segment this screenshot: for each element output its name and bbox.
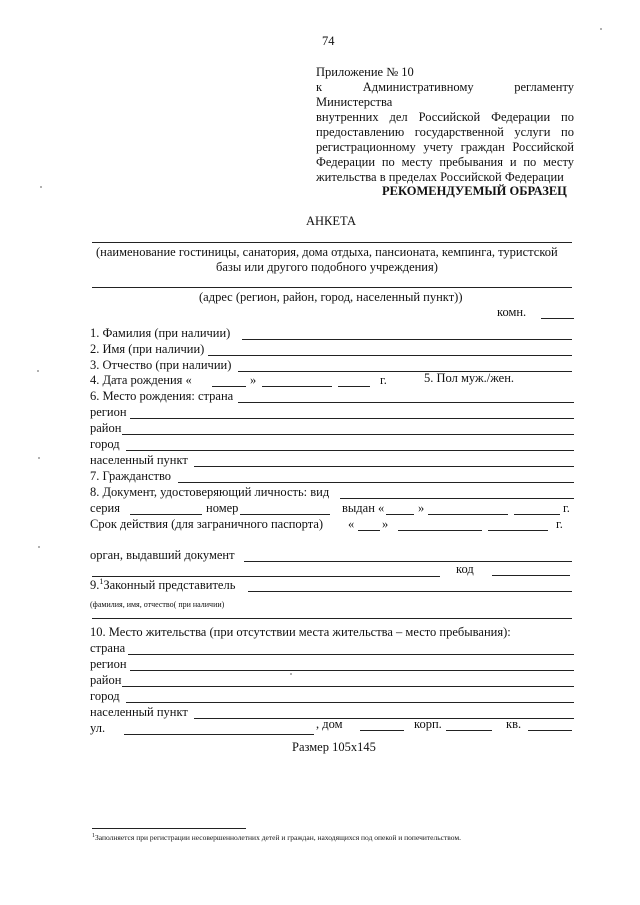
- issuing-authority-field-2[interactable]: [92, 576, 440, 577]
- validity-month-field[interactable]: [398, 530, 482, 531]
- legal-rep-field[interactable]: [248, 591, 572, 592]
- issued-label: выдан «: [342, 501, 385, 515]
- footnote: [92, 833, 461, 843]
- birthplace-city-label: город: [90, 437, 120, 451]
- building-label: корп.: [414, 717, 442, 731]
- birthplace-district-label: район: [90, 421, 122, 435]
- id-document-label: 8. Документ, удостоверяющий личность: вид: [90, 485, 330, 499]
- issued-day-field[interactable]: [386, 514, 414, 515]
- residence-region-field[interactable]: [130, 670, 574, 671]
- number-field[interactable]: [240, 514, 330, 515]
- birth-day-field[interactable]: [212, 386, 246, 387]
- appendix-line: Федерации по месту пребывания и по месту: [316, 155, 574, 169]
- name-field[interactable]: [208, 355, 572, 356]
- citizenship-field[interactable]: [178, 482, 574, 483]
- code-field[interactable]: [492, 575, 570, 576]
- appendix-line: предоставлению государственной услуги по: [316, 125, 574, 139]
- number-label: номер: [206, 501, 239, 515]
- appendix-title: Приложение № 10: [316, 65, 414, 79]
- appendix-line: внутренних дел Российской Федерации по: [316, 110, 574, 124]
- residence-country-label: страна: [90, 641, 126, 655]
- birthplace-region-label: регион: [90, 405, 127, 419]
- legal-rep-label: [90, 578, 235, 593]
- issuing-authority-label: орган, выдавший документ: [90, 548, 235, 562]
- birth-year-suffix: г.: [380, 373, 387, 387]
- scan-speck: [38, 546, 40, 548]
- appendix-line: к Административному регламенту Министерства: [316, 80, 574, 109]
- appendix-text: [316, 80, 574, 185]
- validity-year-field[interactable]: [488, 530, 548, 531]
- birthplace-country-field[interactable]: [238, 402, 574, 403]
- hotel-name-line[interactable]: [92, 242, 572, 243]
- residence-district-field[interactable]: [122, 686, 574, 687]
- citizenship-label: 7. Гражданство: [90, 469, 172, 483]
- validity-label: Срок действия (для заграничного паспорта): [90, 517, 324, 531]
- sex-label[interactable]: 5. Пол муж./жен.: [424, 371, 515, 385]
- house-field[interactable]: [360, 730, 404, 731]
- scan-speck: [40, 186, 42, 188]
- surname-label: 1. Фамилия (при наличии): [90, 326, 231, 340]
- issued-month-field[interactable]: [428, 514, 508, 515]
- birthplace-city-field[interactable]: [126, 450, 574, 451]
- room-label: комн.: [497, 305, 527, 319]
- footnote-text: Заполняется при регистрации несовершеннолетних детей и граждан, находящихся под опекой и попечительством.: [95, 833, 461, 842]
- hotel-caption-2: базы или другого подобного учреждения): [216, 260, 438, 274]
- issued-year-suffix: г.: [563, 501, 570, 515]
- residence-label: 10. Место жительства (при отсутствии места жительства – место пребывания):: [90, 625, 511, 639]
- code-label: код: [456, 562, 474, 576]
- validity-open: «: [348, 517, 355, 531]
- scan-speck: [290, 673, 292, 675]
- birthplace-settlement-field[interactable]: [194, 466, 574, 467]
- issuing-authority-field[interactable]: [244, 561, 572, 562]
- scan-speck: [600, 28, 602, 30]
- apartment-label: кв.: [506, 717, 522, 731]
- apartment-field[interactable]: [528, 730, 572, 731]
- birth-year-field[interactable]: [338, 386, 370, 387]
- address-line[interactable]: [92, 287, 572, 288]
- legal-rep-caption: (фамилия, имя, отчество( при наличии): [90, 600, 225, 609]
- appendix-line: жительства в пределах Российской Федерации: [316, 170, 564, 184]
- house-label: , дом: [316, 717, 343, 731]
- hotel-caption: (наименование гостиницы, санатория, дома отдыха, пансионата, кемпинга, туристской: [96, 245, 558, 259]
- residence-region-label: регион: [90, 657, 127, 671]
- legal-rep-field-2[interactable]: [92, 618, 572, 619]
- birthplace-settlement-label: населенный пункт: [90, 453, 188, 467]
- residence-district-label: район: [90, 673, 122, 687]
- birth-date-close: »: [250, 373, 257, 387]
- street-label: ул.: [90, 721, 106, 735]
- page-number: 74: [322, 34, 335, 48]
- id-document-type-field[interactable]: [340, 498, 574, 499]
- recommended-sample-heading: РЕКОМЕНДУЕМЫЙ ОБРАЗЕЦ: [382, 184, 567, 198]
- birthplace-district-field[interactable]: [122, 434, 574, 435]
- scan-speck: [38, 457, 40, 459]
- validity-day-field[interactable]: [358, 530, 380, 531]
- legal-rep-footnote-mark: 1: [99, 577, 104, 586]
- birthplace-region-field[interactable]: [130, 418, 574, 419]
- series-field[interactable]: [130, 514, 202, 515]
- surname-field[interactable]: [242, 339, 572, 340]
- birth-month-field[interactable]: [262, 386, 332, 387]
- validity-close: »: [382, 517, 389, 531]
- residence-city-field[interactable]: [126, 702, 574, 703]
- issued-year-field[interactable]: [514, 514, 560, 515]
- room-field[interactable]: [541, 318, 574, 319]
- scan-speck: [37, 370, 39, 372]
- issued-close: »: [418, 501, 425, 515]
- legal-rep-number: 9.: [90, 578, 100, 592]
- appendix-line: регистрационному учету граждан Российской: [316, 140, 574, 154]
- legal-rep-text: Законный представитель: [103, 578, 236, 592]
- name-label: 2. Имя (при наличии): [90, 342, 205, 356]
- footnote-mark: 1: [92, 833, 95, 839]
- patronymic-field[interactable]: [238, 371, 572, 372]
- residence-city-label: город: [90, 689, 120, 703]
- birth-date-label: 4. Дата рождения «: [90, 373, 192, 387]
- series-label: серия: [90, 501, 120, 515]
- validity-year-suffix: г.: [556, 517, 563, 531]
- birthplace-label: 6. Место рождения: страна: [90, 389, 234, 403]
- street-field[interactable]: [124, 734, 314, 735]
- residence-country-field[interactable]: [128, 654, 574, 655]
- form-title: АНКЕТА: [306, 214, 357, 228]
- building-field[interactable]: [446, 730, 492, 731]
- footnote-separator: [92, 828, 246, 829]
- residence-settlement-label: населенный пункт: [90, 705, 188, 719]
- patronymic-label: 3. Отчество (при наличии): [90, 358, 232, 372]
- form-size: Размер 105x145: [292, 740, 376, 754]
- address-caption: (адрес (регион, район, город, населенный пункт)): [199, 290, 463, 304]
